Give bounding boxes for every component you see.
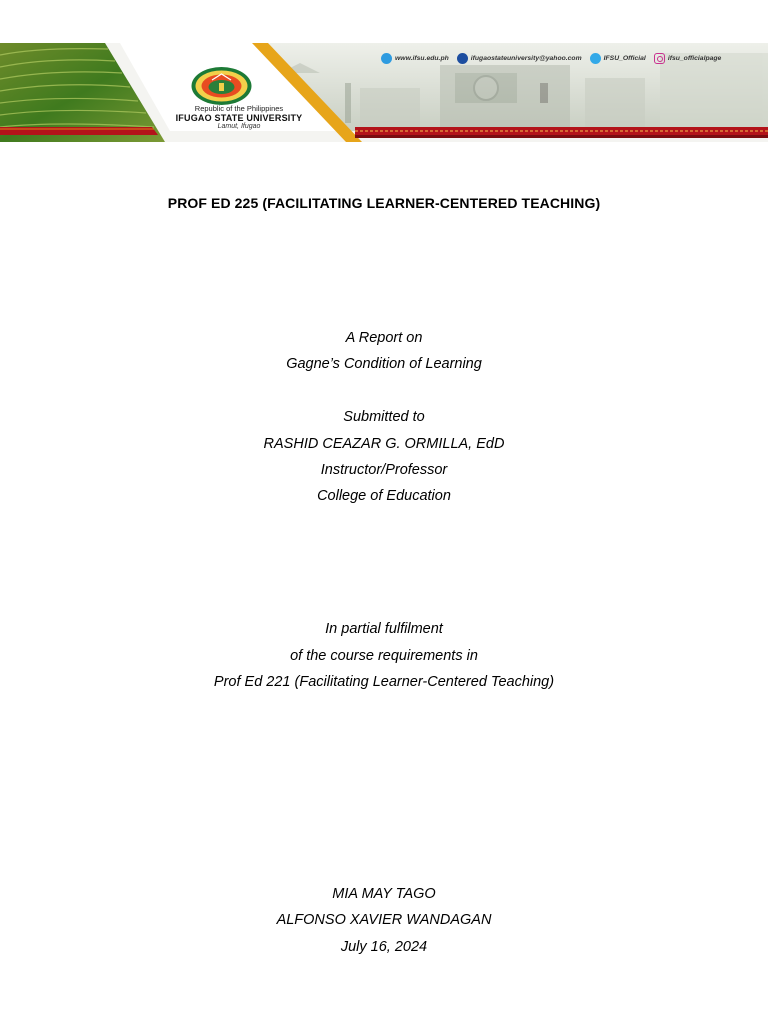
university-name: IFUGAO STATE UNIVERSITY — [175, 113, 303, 123]
facebook-icon — [457, 53, 468, 64]
contact-twitter[interactable] — [590, 53, 646, 64]
contact-text: ifugaostateuniversity@yahoo.com — [470, 54, 582, 62]
author-2: ALFONSO XAVIER WANDAGAN — [276, 912, 492, 928]
university-location: Lamut, Ifugao — [217, 123, 261, 130]
instagram-icon — [654, 53, 665, 64]
globe-icon — [381, 53, 392, 64]
contact-website[interactable] — [381, 53, 449, 64]
contact-instagram[interactable] — [654, 53, 722, 64]
contact-text: ifsu_officialpage — [667, 54, 722, 62]
contact-text: www.ifsu.edu.ph — [395, 54, 449, 62]
instructor-role: Instructor/Professor — [320, 462, 448, 478]
fulfilment-line-2: of the course requirements in — [290, 648, 478, 664]
university-seal-icon — [190, 66, 253, 106]
fulfilment-course: Prof Ed 221 (Facilitating Learner-Centered Teaching) — [213, 674, 555, 690]
contact-text: IFSU_Official — [603, 54, 646, 62]
twitter-icon — [590, 53, 601, 64]
course-title: PROF ED 225 (FACILITATING LEARNER-CENTERED TEACHING) — [167, 195, 601, 211]
contact-bar — [381, 52, 729, 64]
author-1: MIA MAY TAGO — [332, 886, 436, 902]
university-name-block — [158, 104, 320, 131]
college-name: College of Education — [317, 488, 451, 504]
submission-date: July 16, 2024 — [340, 939, 428, 955]
fulfilment-line-1: In partial fulfilment — [325, 621, 443, 637]
republic-label: Republic of the Philippines — [194, 104, 284, 113]
report-intro: A Report on — [345, 330, 423, 346]
submitted-label: Submitted to — [343, 409, 425, 425]
instructor-name: RASHID CEAZAR G. ORMILLA, EdD — [263, 436, 505, 452]
report-topic: Gagne’s Condition of Learning — [286, 356, 482, 372]
contact-facebook[interactable] — [457, 53, 582, 64]
